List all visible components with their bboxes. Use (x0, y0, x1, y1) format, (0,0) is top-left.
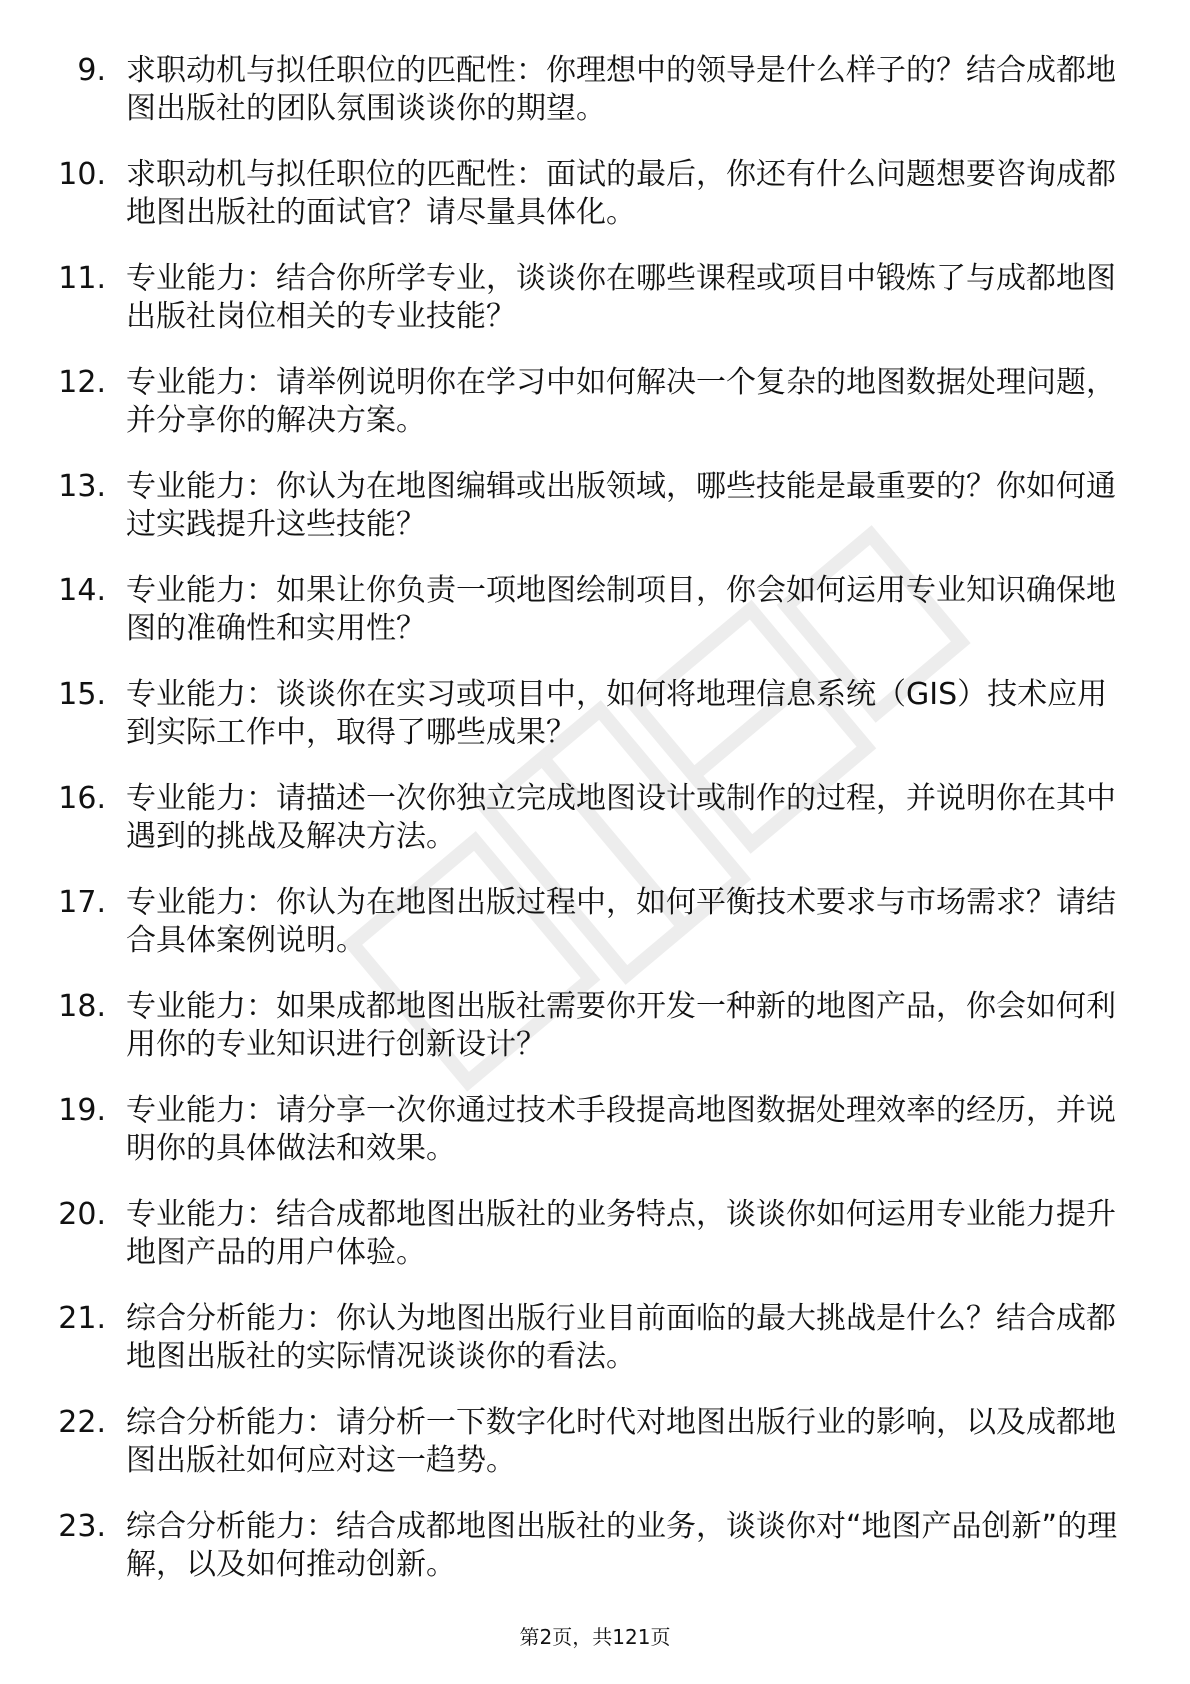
question-text: 专业能力：你认为在地图出版过程中，如何平衡技术要求与市场需求？请结合具体案例说明。 (126, 885, 1116, 958)
question-number: 22. (58, 1405, 106, 1440)
question-item (0, 468, 1190, 544)
question-number: 15. (58, 677, 106, 712)
question-number: 20. (58, 1197, 106, 1232)
question-item (0, 988, 1190, 1064)
question-number: 17. (58, 885, 106, 920)
question-text: 专业能力：结合你所学专业，谈谈你在哪些课程或项目中锻炼了与成都地图出版社岗位相关的专业技能？ (126, 261, 1116, 334)
question-number: 16. (58, 781, 106, 816)
question-number: 23. (58, 1509, 106, 1544)
question-number: 14. (58, 573, 106, 608)
question-text: 综合分析能力：请分析一下数字化时代对地图出版行业的影响，以及成都地图出版社如何应对这一趋势。 (126, 1405, 1116, 1478)
question-text: 专业能力：谈谈你在实习或项目中，如何将地理信息系统（GIS）技术应用到实际工作中，取得了哪些成果？ (126, 677, 1108, 750)
question-item (0, 884, 1190, 960)
question-number: 11. (58, 261, 106, 296)
question-number: 9. (77, 53, 106, 88)
question-text: 综合分析能力：结合成都地图出版社的业务，谈谈你对“地图产品创新”的理解，以及如何推动创新。 (126, 1509, 1118, 1582)
question-text: 专业能力：如果让你负责一项地图绘制项目，你会如何运用专业知识确保地图的准确性和实用性？ (126, 573, 1116, 646)
question-text: 专业能力：请描述一次你独立完成地图设计或制作的过程，并说明你在其中遇到的挑战及解决方法。 (126, 781, 1116, 854)
page-footer: 第2页，共121页 (519, 1625, 671, 1649)
question-number: 19. (58, 1093, 106, 1128)
question-item (0, 1404, 1190, 1480)
question-number: 12. (58, 365, 106, 400)
question-number: 13. (58, 469, 106, 504)
question-item (0, 1508, 1190, 1584)
question-text: 专业能力：请分享一次你通过技术手段提高地图数据处理效率的经历，并说明你的具体做法和效果。 (126, 1093, 1116, 1166)
question-item (0, 676, 1190, 752)
question-number: 21. (58, 1301, 106, 1336)
question-text: 求职动机与拟任职位的匹配性：面试的最后，你还有什么问题想要咨询成都地图出版社的面试官？请尽量具体化。 (126, 157, 1116, 230)
question-list (0, 52, 1190, 1612)
question-text: 专业能力：你认为在地图编辑或出版领域，哪些技能是最重要的？你如何通过实践提升这些技能？ (126, 469, 1116, 542)
question-text: 专业能力：如果成都地图出版社需要你开发一种新的地图产品，你会如何利用你的专业知识进行创新设计？ (126, 989, 1116, 1062)
question-item (0, 364, 1190, 440)
question-text: 专业能力：请举例说明你在学习中如何解决一个复杂的地图数据处理问题，并分享你的解决方案。 (126, 365, 1116, 438)
question-item (0, 780, 1190, 856)
question-text: 求职动机与拟任职位的匹配性：你理想中的领导是什么样子的？结合成都地图出版社的团队氛围谈谈你的期望。 (126, 53, 1116, 126)
question-text: 专业能力：结合成都地图出版社的业务特点，谈谈你如何运用专业能力提升地图产品的用户体验。 (126, 1197, 1116, 1270)
question-number: 10. (58, 157, 106, 192)
question-item (0, 260, 1190, 336)
question-item (0, 156, 1190, 232)
question-item (0, 1092, 1190, 1168)
question-item (0, 572, 1190, 648)
question-item (0, 1196, 1190, 1272)
question-number: 18. (58, 989, 106, 1024)
question-item (0, 52, 1190, 128)
question-item (0, 1300, 1190, 1376)
question-text: 综合分析能力：你认为地图出版行业目前面临的最大挑战是什么？结合成都地图出版社的实际情况谈谈你的看法。 (126, 1301, 1116, 1374)
